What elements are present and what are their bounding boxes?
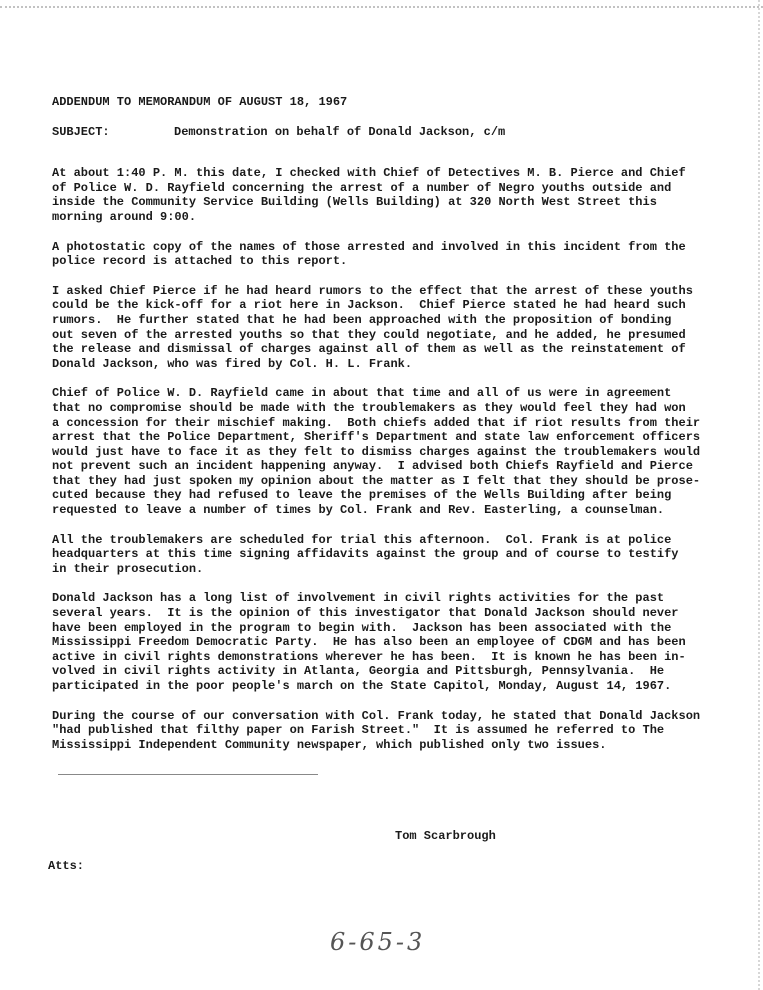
memo-paragraph: Chief of Police W. D. Rayfield came in about that time and all of us were in agreement that no compromise should be made with the troublemakers as they would feel they had won a concession for their mischief making. Both chiefs added that if riot results from their arrest that the Police Department, Sheriff's Department and state law enforcement officers would just have to face it as they felt to dismiss charges against the troublemakers would not prevent such an incident happening anyway. I advised both Chiefs Rayfield and Pierce that they had just spoken my opinion about the matter as I felt that they should be prose- cuted because they had refused to leave the premises of the Wells Building after being requested to leave a number of times by Col. Frank and Rev. Easterling, a counselman. <box>52 386 701 518</box>
subject-label: SUBJECT: <box>52 124 110 139</box>
subject-text: Demonstration on behalf of Donald Jackson, c/m <box>174 124 506 139</box>
memo-paragraph: Donald Jackson has a long list of involvement in civil rights activities for the past several years. It is the opinion of this investigator that Donald Jackson should never have been employed in the program to begin with. Jackson has been associated with the Mississippi Freedom Democratic Party. He has also been an employee of CDGM and has been active in civil rights demonstrations wherever he has been. It is known he has been in- volved in civil rights activity in Atlanta, Georgia and Pittsburgh, Pennsylvania. He participated in the poor people's march on the State Capitol, Monday, August 14, 1967. <box>52 591 686 693</box>
memo-subject-line <box>52 125 734 140</box>
memo-paragraph: All the troublemakers are scheduled for trial this afternoon. Col. Frank is at police headquarters at this time signing affidavits against the group and of course to testify in their prosecution. <box>52 532 679 576</box>
divider-rule <box>58 774 318 775</box>
handwritten-file-number: 6-65-3 <box>330 928 426 956</box>
memo-heading: ADDENDUM TO MEMORANDUM OF AUGUST 18, 1967 <box>52 95 348 109</box>
signature-name: Tom Scarbrough <box>395 829 496 843</box>
memo-paragraph: A photostatic copy of the names of those arrested and involved in this incident from the police record is attached to this report. <box>52 239 686 269</box>
attachments-label: Atts: <box>48 859 85 873</box>
memo-document <box>52 95 734 767</box>
memo-paragraph: I asked Chief Pierce if he had heard rumors to the effect that the arrest of these youths could be the kick-off for a riot here in Jackson. Chief Pierce stated he had heard such rumors. He further stated that he had been approached with the proposition of bonding out seven of the arrested youths so that they could negotiate, and he added, he presumed the release and dismissal of charges against all of them as well as the reinstatement of Donald Jackson, who was fired by Col. H. L. Frank. <box>52 283 693 371</box>
page-right-edge <box>758 0 760 990</box>
memo-paragraph: During the course of our conversation with Col. Frank today, he stated that Donald Jackson "had published that filthy paper on Farish Street." It is assumed he referred to The Mississippi Independent Community newspaper, which published only two issues. <box>52 708 701 752</box>
memo-paragraph: At about 1:40 P. M. this date, I checked with Chief of Detectives M. B. Pierce and Chief of Police W. D. Rayfield concerning the arrest of a number of Negro youths outside and inside the Community Service Building (Wells Building) at 320 North West Street this morning around 9:00. <box>52 166 686 224</box>
page-top-edge <box>0 0 763 8</box>
